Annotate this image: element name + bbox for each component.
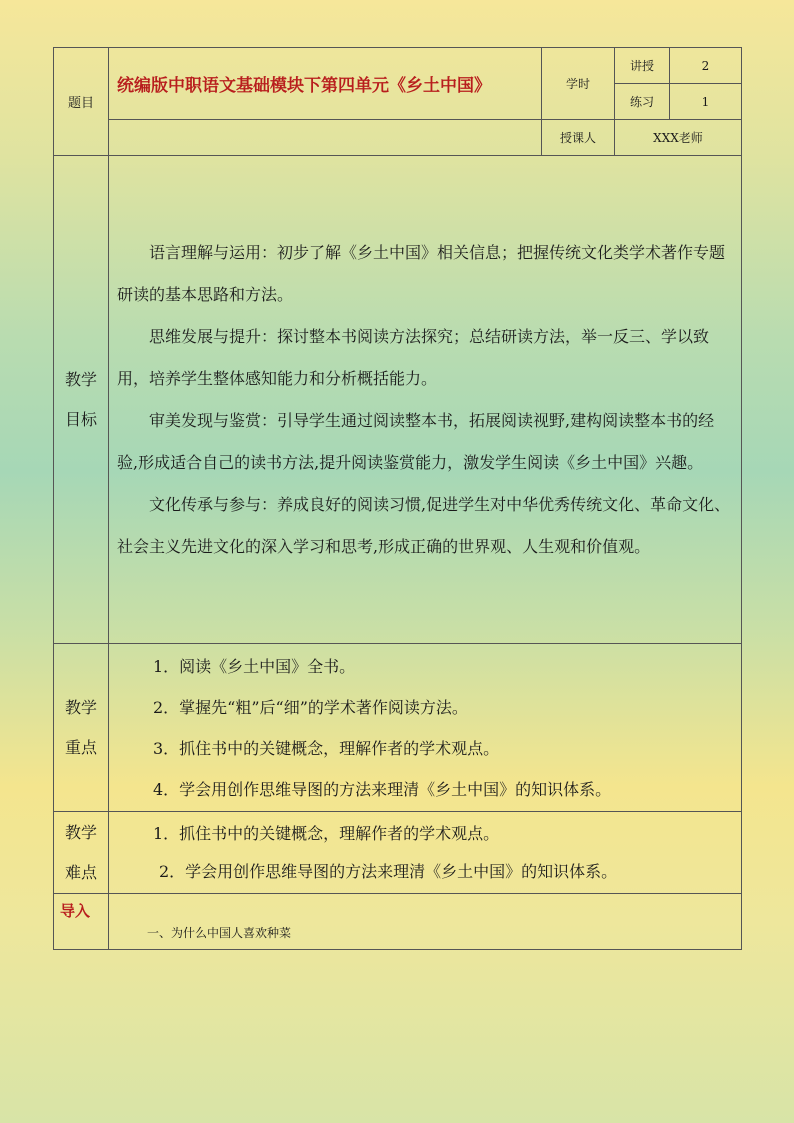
topic-title: 统编版中职语文基础模块下第四单元《乡土中国》 [109,48,542,120]
lecture-label: 讲授 [615,48,670,84]
goal-item: 文化传承与参与：养成良好的阅读习惯,促进学生对中华优秀传统文化、革命文化、社会主义先进文化的深入学习和思考,形成正确的世界观、人生观和价值观。 [117,494,731,556]
topic-label: 题目 [54,48,109,156]
hours-label: 学时 [542,48,615,120]
lecture-value: 2 [670,48,742,84]
difficulties-label [54,812,109,894]
difficulties-content [109,812,742,894]
goal-item: 审美发现与鉴赏：引导学生通过阅读整本书，拓展阅读视野,建构阅读整本书的经验,形成适合自己的读书方法,提升阅读鉴赏能力，激发学生阅读《乡土中国》兴趣。 [117,410,715,472]
goals-content [109,156,742,644]
difficulties-label-line2: 难点 [64,862,97,882]
goal-item: 思维发展与提升：探讨整本书阅读方法探究；总结研读方法，举一反三、学以致用，培养学生整体感知能力和分析概括能力。 [117,326,710,388]
intro-text: 一、为什么中国人喜欢种菜 [109,894,742,950]
practice-label: 练习 [615,84,670,120]
key-points-label-line2: 重点 [64,737,97,757]
key-point-item: 3．抓住书中的关键概念，理解作者的学术观点。 [153,738,500,758]
intro-label: 导入 [54,894,109,950]
key-point-item: 1．阅读《乡土中国》全书。 [153,656,356,676]
goals-label-line1: 教学 [64,369,97,389]
key-points-label [54,644,109,812]
practice-value: 1 [670,84,742,120]
key-points-label-line1: 教学 [64,697,97,717]
goals-label [54,156,109,644]
difficulty-item: 1．抓住书中的关键概念，理解作者的学术观点。 [153,823,500,843]
teacher-value: XXX老师 [615,120,742,156]
teacher-label: 授课人 [542,120,615,156]
lesson-plan-table [53,47,742,950]
goal-item: 语言理解与运用：初步了解《乡土中国》相关信息；把握传统文化类学术著作专题研读的基本思路和方法。 [117,242,726,304]
difficulty-item: 2．学会用创作思维导图的方法来理清《乡土中国》的知识体系。 [159,861,618,881]
key-point-item: 2．掌握先“粗”后“细”的学术著作阅读方法。 [153,697,468,717]
key-points-content [109,644,742,812]
difficulties-label-line1: 教学 [64,822,97,842]
goals-label-line2: 目标 [64,409,97,429]
key-point-item: 4．学会用创作思维导图的方法来理清《乡土中国》的知识体系。 [153,779,612,799]
